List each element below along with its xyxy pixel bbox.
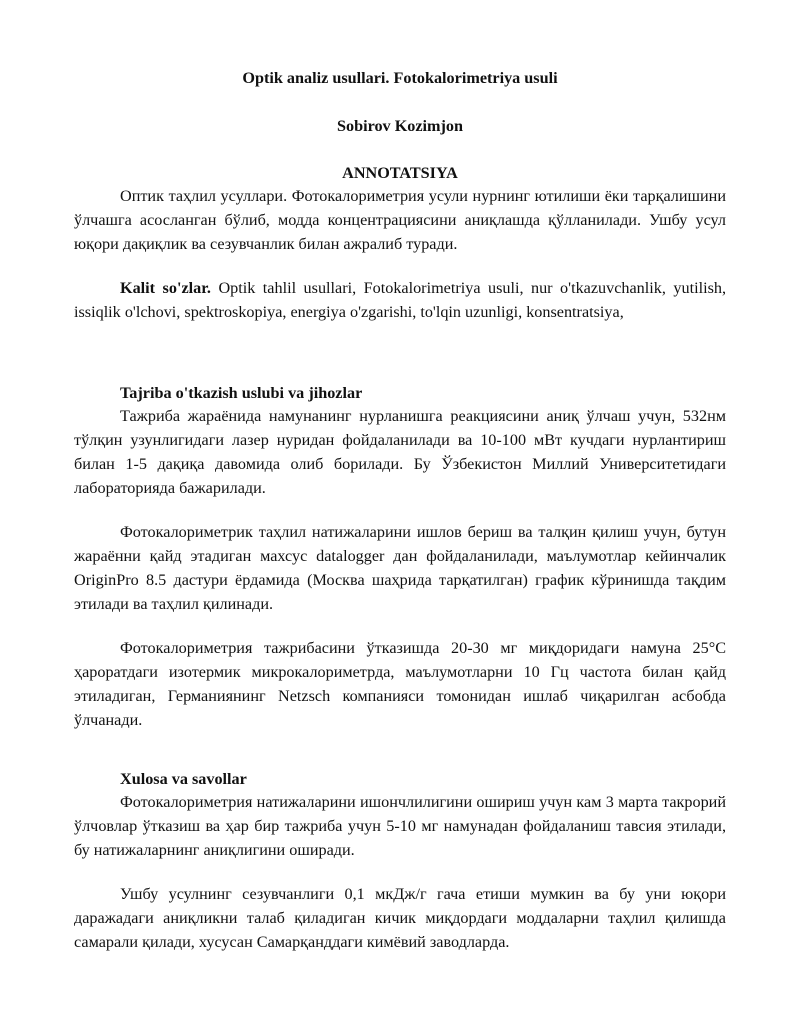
conclusion-paragraph-2: Ушбу усулнинг сезувчанлиги 0,1 мкДж/г гача етиши мумкин ва бу уни юқори даражадаги аниқликни талаб қиладиган кичик миқдордаги моддаларни таҳлил қилишда самарали қилади, хусусан Самарқанддаги кимёвий заводларда. bbox=[74, 885, 726, 951]
methods-paragraph-3: Фотокалориметрия тажрибасини ўтказишда 20-30 мг миқдоридаги намуна 25°C ҳароратдаги изотермик микрокалориметрда, маълумотларни 10 Гц частота билан қайд этиладиган, Германиянинг Netzsch компанияси томонидан ишлаб чиқарилган асбобда ўлчанади. bbox=[74, 639, 726, 729]
methods-paragraph-2: Фотокалориметрик таҳлил натижаларини ишлов бериш ва талқин қилиш учун, бутун жараённи қайд этадиган махсус datalogger дан фойдаланилади, маълумотлар кейинчалик OriginPro 8.5 дастури ёрдамида (Москва шаҳрида тарқатилган) график кўринишда тақдим этилади ва таҳлил қилинади. bbox=[74, 523, 726, 613]
keywords-text: Optik tahlil usullari, Fotokalorimetriya usuli, nur o'tkazuvchanlik, yutilish, issiqlik o'lchovi, spektroskopiya, energiya o'zgarishi, to'lqin uzunligi, konsentratsiya, bbox=[74, 279, 727, 321]
author-name: Sobirov Kozimjon bbox=[336, 117, 464, 135]
conclusion-paragraph-1: Фотокалориметрия натижаларини ишончлилигини ошириш учун кам 3 марта такрорий ўлчовлар ўтказиш ва ҳар бир тажриба учун 5-10 мг намунадан фойдаланиш тавсия этилади, бу натижаларнинг аниқлигини оширади. bbox=[74, 793, 726, 859]
keywords-label: Kalit so'zlar. bbox=[120, 279, 211, 297]
document-title: Optik analiz usullari. Fotokalorimetriya usuli bbox=[242, 69, 558, 87]
methods-paragraph-1: Тажриба жараёнида намунанинг нурланишга реакциясини аниқ ўлчаш учун, 532нм тўлқин узунлигидаги лазер нуридан фойдаланилади ва 10-100 мВт кучдаги нурлантириш билан 1-5 дақиқа давомида олиб борилади. Бу Ўзбекистон Миллий Университетидаги лабораторияда бажарилади. bbox=[74, 407, 726, 497]
annotation-heading: ANNOTATSIYA bbox=[342, 164, 458, 182]
keywords-paragraph bbox=[74, 276, 726, 324]
section-heading-methods: Tajriba o'tkazish uslubi va jihozlar bbox=[120, 384, 363, 402]
annotation-paragraph: Оптик таҳлил усуллари. Фотокалориметрия усули нурнинг ютилиши ёки тарқалишини ўлчашга асосланган бўлиб, модда концентрациясини аниқлашда қўлланилади. Ушбу усул юқори дақиқлик ва сезувчанлик билан ажралиб туради. bbox=[74, 187, 726, 253]
section-heading-conclusion: Xulosa va savollar bbox=[120, 770, 247, 788]
